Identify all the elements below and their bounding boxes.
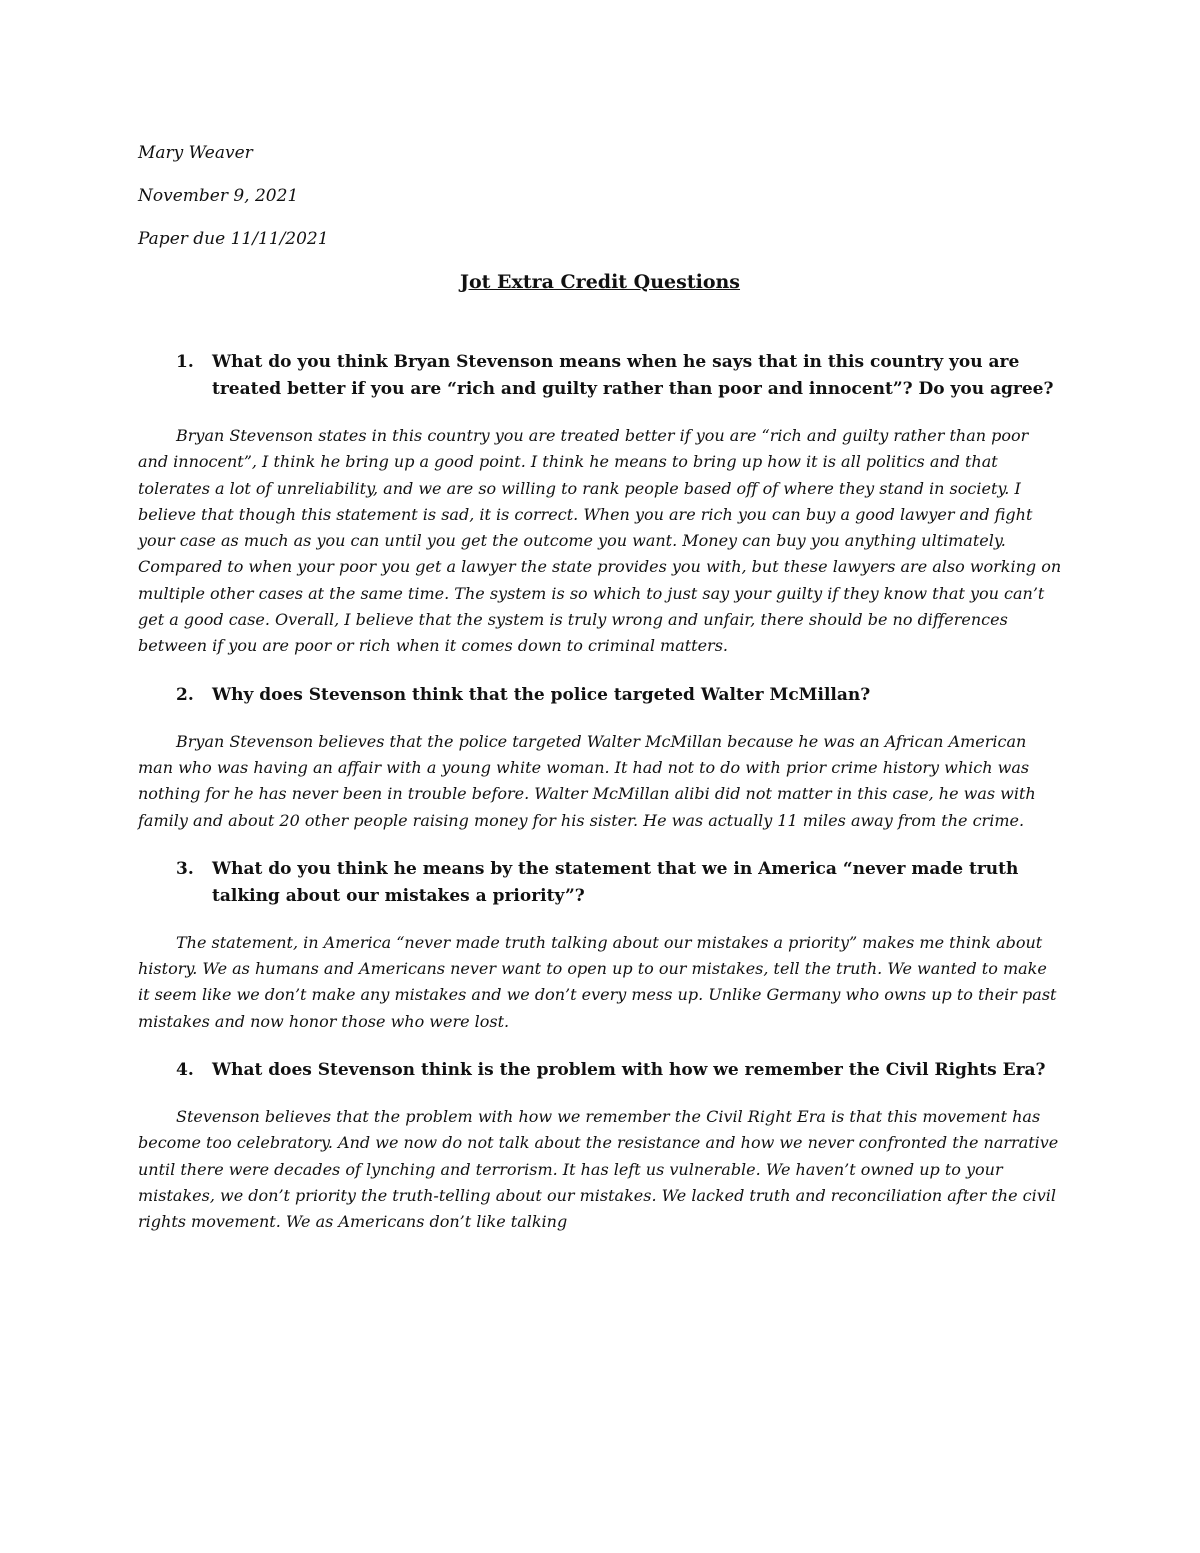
question-2 [138, 682, 1062, 709]
question-number: 2. [176, 684, 194, 705]
question-1 [138, 349, 1062, 403]
question-number: 4. [176, 1060, 194, 1081]
question-text: What does Stevenson think is the problem with how we remember the Civil Rights Era? [212, 1060, 1046, 1081]
document-body [138, 140, 1062, 1258]
due-date: Paper due 11/11/2021 [138, 229, 329, 249]
answer-2: Bryan Stevenson believes that the police targeted Walter McMillan because he was an African American man who was having an affair with a young white woman. It had not to do with prior crime history which was nothing for he has never been in trouble before. Walter McMillan alibi did not matter in this case, he was with family and about 20 other people raising money for his sister. He was actually 11 miles away from the crime. [138, 731, 1036, 830]
question-text: Why does Stevenson think that the police targeted Walter McMillan? [212, 684, 871, 705]
answer-4: Stevenson believes that the problem with how we remember the Civil Right Era is that this movement has become too celebratory. And we now do not talk about the resistance and how we never confronted the narrative until there were decades of lynching and terrorism. It has left us vulnerable. We haven’t owned up to your mistakes, we don’t priority the truth-telling about our mistakes. We lacked truth and reconciliation after the civil rights movement. We as Americans don’t like talking [138, 1107, 1059, 1232]
question-number: 1. [176, 352, 194, 372]
question-number: 3. [176, 858, 194, 879]
answer-3: The statement, in America “never made truth talking about our mistakes a priority” makes me think about history. We as humans and Americans never want to open up to our mistakes, tell the truth. We wanted to make it seem like we don’t make any mistakes and we don’t every mess up. Unlike Germany who owns up to their past mistakes and now honor those who were lost. [138, 932, 1057, 1031]
page-title: Jot Extra Credit Questions [459, 271, 741, 293]
question-text: What do you think Bryan Stevenson means when he says that in this country you are treated better if you are “rich and guilty rather than poor and innocent”? Do you agree? [212, 352, 1054, 399]
question-4 [138, 1057, 1062, 1084]
document-date: November 9, 2021 [138, 186, 299, 206]
question-3 [138, 856, 1062, 910]
question-text: What do you think he means by the statement that we in America “never made truth talking about our mistakes a priority”? [212, 858, 1019, 906]
answer-1: Bryan Stevenson states in this country you are treated better if you are “rich and guilty rather than poor and innocent”, I think he bring up a good point. I think he means to bring up how it is all politics and that tolerates a lot of unreliability, and we are so willing to rank people based off of where they stand in society. I believe that though this statement is sad, it is correct. When you are rich you can buy a good lawyer and fight your case as much as you can until you get the outcome you want. Money can buy you anything ultimately. Compared to when your poor you get a lawyer the state provides you with, but these lawyers are also working on multiple other cases at the same time. The system is so which to just say your guilty if they know that you can’t get a good case. Overall, I believe that the system is truly wrong and unfair, there should be no differences between if you are poor or rich when it comes down to criminal matters. [138, 426, 1062, 656]
author-name: Mary Weaver [138, 143, 253, 163]
